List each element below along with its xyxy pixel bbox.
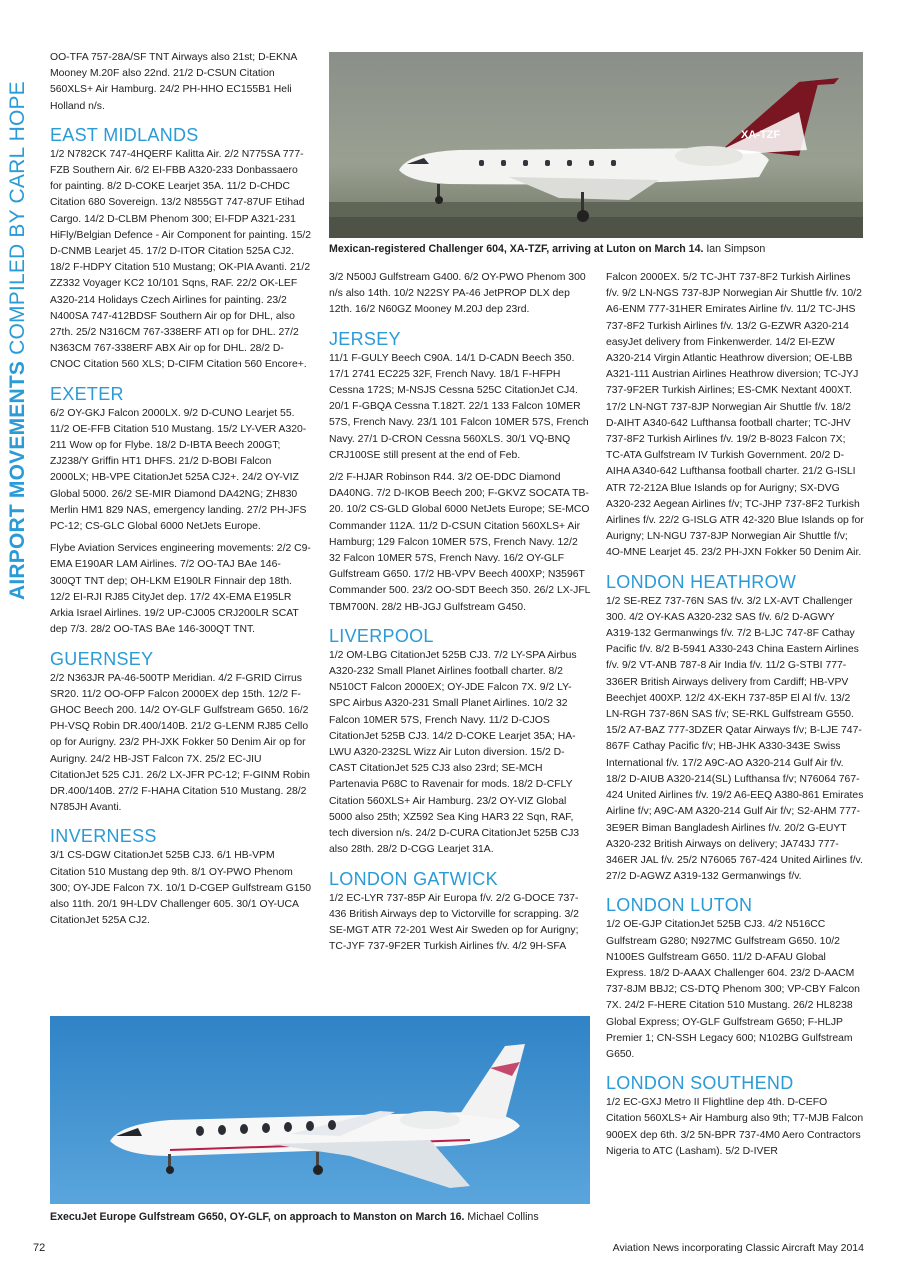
london-southend-text: 1/2 EC-GXJ Metro II Flightline dep 4th. D-CEFO Citation 560XLS+ Air Hamburg also 9th; T7-MJB Falcon 900EX dep 6th. 3/2 5N-BPR 737-4M0 Aero Contractors Nigeria to ATC (Lasham). 5/2 D-IVER — [606, 1097, 864, 1157]
exeter-text: 6/2 OY-GKJ Falcon 2000LX. 9/2 D-CUNO Learjet 55. 11/2 OE-FFB Citation 510 Mustang. 15/2 LY-VER A320-211 Wow op for Flybe. 18/2 D-IBTA Beech 200GT; ZJ238/Y Griffin HT1 DHFS. 21/2 D-BOBI Falcon 2000LX; HB-VPE CitationJet 525A CJ2+. 24/2 OY-VIZ Global 5000. 26/2 SE-MIR Diamond DA42NG; ZH830 Merlin HM1 829 NAS, emergency landing. 27/2 PH-JFS PC-12; CS-GLC Global 6000 NetJets Europe. — [50, 407, 307, 533]
heading-jersey: JERSEY — [329, 328, 401, 349]
heading-inverness: INVERNESS — [50, 826, 157, 847]
col1-intro: OO-TFA 757-28A/SF TNT Airways also 21st; D-EKNA Mooney M.20F also 22nd. 21/2 D-CSUN Citation 560XLS+ Air Hamburg. 24/2 PH-HHO EC155B1 Heli Holland n/s. — [50, 52, 297, 112]
london-gatwick-text: 1/2 EC-LYR 737-85P Air Europa f/v. 2/2 G-DOCE 737-436 British Airways dep to Victorville for scrapping. 3/2 SE-MGT ATR 72-201 West Air Sweden op for Aurigny; TC-JYF 737-9F2ER Turkish Airlines f/v. 4/2 9H-SFA — [329, 892, 579, 953]
heading-exeter: EXETER — [50, 383, 124, 404]
east-midlands-text: 1/2 N782CK 747-4HQERF Kalitta Air. 2/2 N775SA 777-FZB Southern Air. 6/2 EI-FBB A320-233 Donbassaero for painting. 8/2 D-COKE Learjet 35A. 11/2 D-CHDC Citation 680 Sovereign. 13/2 N855GT 747-87UF Etihad Cargo. 14/2 D-CLBM Phenom 300; EI-FDP A321-231 HiFly/Belgian Defence - Air Component for painting. 15/2 D-CNMB Learjet 45. 17/2 D-ITOR Citation 525A CJ2. 18/2 F-HDPY Citation 510 Mustang; OK-PIA Avanti. 21/2 ZZ332 Voyager KC2 10/101 Sqns, RAF. 22/2 OK-LEF A320-214 Holidays Czech Airlines for painting. 23/2 N400SA 747-412BDSF Southern Air op for DHL, also 27th. 25/2 N316CM 767-338ERF ATI op for DHL. 27/2 N363CM 767-338ERF ABX Air op for DHL. 28/2 D-CNOC Citation 560 XLS; D-CIFM Citation 560 Encore+. — [50, 148, 312, 371]
column-2 — [329, 270, 591, 961]
photo-challenger — [329, 52, 863, 238]
photo-gulfstream — [50, 1016, 590, 1204]
heading-east-midlands: EAST MIDLANDS — [50, 124, 199, 145]
svg-text:XA-TZF: XA-TZF — [741, 129, 781, 141]
column-3 — [606, 270, 864, 1166]
guernsey-text: 2/2 N363JR PA-46-500TP Meridian. 4/2 F-GRID Cirrus SR20. 11/2 OO-OFP Falcon 2000EX dep 15th. 12/2 F-GHOC Beech 200. 14/2 OY-GLF Gulfstream G650. 16/2 PH-VSQ Robin DR.400/140B. 21/2 G-LENM RJ85 Cello op for Aurigny. 23/2 PH-JXK Fokker 50 Denim Air op for Aurigny. 24/2 HB-JST Falcon 7X. 25/2 EC-JIU CitationJet 525 CJ1. 26/2 LX-JFR PC-12; F-GINM Robin DR.400/140B. 27/2 F-HAHA Citation 510 Mustang. 28/2 N785JH Avanti. — [50, 672, 310, 814]
heading-london-gatwick: LONDON GATWICK — [329, 868, 498, 889]
section-title-vertical: AIRPORT MOVEMENTS COMPILED BY CARL HOPE — [6, 81, 29, 600]
page-number: 72 — [33, 1242, 46, 1254]
jersey-text: 11/1 F-GULY Beech C90A. 14/1 D-CADN Beech 350. 17/1 2741 EC225 32F, French Navy. 18/1 F-HFPH Cessna 172S; M-NSJS Cessna 525C CitationJet CJ4. 20/1 F-GBQA Cessna T.182T. 22/1 133 Falcon 10MER 57S, French Navy. 23/1 101 Falcon 10MER 57S, French Navy. 27/1 D-CRON Cessna 560XLS. 30/1 VQ-BNQ CRJ100SE still present at the end of Feb. — [329, 352, 589, 461]
inverness-text: 3/1 CS-DGW CitationJet 525B CJ3. 6/1 HB-VPM Citation 510 Mustang dep 9th. 8/1 OY-PWO Phenom 300; OY-JDE Falcon 7X. 10/1 D-CGEP Gulfstream G150 also 11th. 20/1 9H-LDV Challenger 605. 30/1 OY-UCA CitationJet 525A CJ2. — [50, 850, 312, 927]
heading-guernsey: GUERNSEY — [50, 648, 154, 669]
exeter-text-2: Flybe Aviation Services engineering movements: 2/2 C9-EMA E190AR LAM Airlines. 7/2 OO-TAJ BAe 146-300QT TNT dep; OH-LKM E190LR Finnair dep 18th. 12/2 EI-RJI RJ85 CityJet dep. 17/2 4X-EMA E195LR Arkia Israel Airlines. 19/2 UP-CJ005 CRJ200LR SCAT dep 7/3. 28/2 OO-TAS BAe 146-300QT TNT. — [50, 543, 311, 636]
column-1 — [50, 50, 312, 935]
col2-intro: 3/2 N500J Gulfstream G400. 6/2 OY-PWO Phenom 300 n/s also 14th. 10/2 N22SY PA-46 JetPROP DLX dep 12th. 16/2 N60GZ Mooney M.20J dep 23rd. — [329, 272, 586, 316]
photo-challenger-caption: Mexican-registered Challenger 604, XA-TZF, arriving at Luton on March 14. Ian Simpson — [329, 243, 766, 255]
publication-footer: Aviation News incorporating Classic Aircraft May 2014 — [612, 1242, 864, 1254]
jersey-text-2: 2/2 F-HJAR Robinson R44. 3/2 OE-DDC Diamond DA40NG. 7/2 D-IKOB Beech 200; F-GKVZ SOCATA TB-20. 10/2 CS-GLD Global 6000 NetJets Europe; SE-MCO Commander 112A. 11/2 D-CSUN Citation 560XLS+ Air Hamburg; 129 Falcon 10MER 57S, French Navy. 12/2 32 Falcon 10MER 57S, French Navy. 16/2 OY-GLF Gulfstream G650. 17/2 HB-VPV Beech 400XP; N3596T Commander 500. 23/2 OO-SDT Beech 350. 26/2 LX-JFL TBM700N. 28/2 HB-JGJ Gulfstream G450. — [329, 472, 591, 613]
photo-gulfstream-caption: ExecuJet Europe Gulfstream G650, OY-GLF, on approach to Manston on March 16. Michael Collins — [50, 1211, 539, 1223]
heading-london-southend: LONDON SOUTHEND — [606, 1073, 794, 1094]
heading-london-luton: LONDON LUTON — [606, 895, 753, 916]
london-heathrow-text: 1/2 SE-REZ 737-76N SAS f/v. 3/2 LX-AVT Challenger 300. 4/2 OY-KAS A320-232 SAS f/v. 6/2 D-AGWY A319-132 Germanwings f/v. 7/2 B-LJC 747-8F Cathay Pacific f/v. 8/2 B-5941 A330-243 China Eastern Airlines f/v. 9/2 VT-ANB 787-8 Air India f/v. 11/2 G-STBI 777-336ER British Airways delivery from Cardiff; HB-VPV Beechjet 400XP. 12/2 4X-EKH 737-85P El Al f/v. 13/2 LN-RGH 737-86N SAS f/v; SE-RKL Gulfstream G550. 15/2 A7-BAZ 777-3DZER Qatar Airways f/v; B-LJE 747-867F Cathay Pacific f/v; HB-JHK A330-343E Swiss International f/v. 17/2 A9C-AO A320-214 Gulf Air f/v. 18/2 D-AIUB A320-214(SL) Lufthansa f/v; N76064 767-424 United Airlines f/v. 19/2 A6-EEQ A380-861 Emirates Airline f/v; A9C-AM A320-214 Gulf Air f/v; S2-AHM 777-3E9ER Biman Bangladesh Airlines f/v. 20/2 G-EUYT A320-232 British Airways on delivery; JA743J 777-346ER JAL f/v. 25/2 N76065 767-424 United Airlines f/v. 27/2 D-AGWZ A319-132 Germanwings f/v. — [606, 595, 864, 883]
col3-intro: Falcon 2000EX. 5/2 TC-JHT 737-8F2 Turkish Airlines f/v. 9/2 LN-NGS 737-8JP Norwegian Air Shuttle f/v. 10/2 A6-ENM 777-31HER Emirates Airline f/v. 11/2 TC-JHS 737-8F2 Turkish Airlines f/v. 13/2 G-EZWR A320-214 easyJet delivery from Finkenwerder. 14/2 EI-EZW A320-214 Virgin Atlantic Heathrow diversion; OE-LBB A321-111 Austrian Airlines Heathrow diversion; TC-JYJ 737-9F2ER Turkish Airlines; ES-CMK Nextant 400XT. 17/2 LN-NGT 737-8JP Norwegian Air Shuttle f/v. 18/2 D-AIHT A340-642 Lufthansa football charter; TC-JHV 737-8F2 Turkish Airlines f/v. 19/2 B-8023 Falcon 7X; TC-ATA Gulfstream IV Turkish Government. 20/2 D-AIHA A340-642 Lufthansa football charter. 21/2 G-ISLI ATR 72-212A Blue Islands op for Aurigny; SX-DVG A320-232 Aegean Airlines f/v; TC-JHP 737-8F2 Turkish Airlines f/v. 22/2 G-ISLG ATR 42-320 Blue Islands op for Aurigny; LN-NGU 737-8JP Norwegian Air Shuttle f/v; 4O-MNE Learjet 45. 23/2 PH-JXN Fokker 50 Denim Air. — [606, 272, 864, 559]
liverpool-text: 1/2 OM-LBG CitationJet 525B CJ3. 7/2 LY-SPA Airbus A320-232 Small Planet Airlines football charter. 8/2 N510CT Falcon 2000EX; OY-JDE Falcon 7X. 9/2 LY-SPC Airbus A320-231 Small Planet Airlines. 10/2 32 Falcon 10MER 57S, French Navy. 11/2 D-CJOS CitationJet 525B CJ3. 14/2 D-COKE Learjet 35A; HA-LWU A320-232SL Wizz Air Luton diversion. 15/2 D-CAST CitationJet 525 CJ3 also 23rd; SE-MCH Partenavia P68C to Ravenair for mods. 18/2 D-CFLY Citation 560XLS+ Air Hamburg. 23/2 OY-VIZ Global 5000 also 25th; XZ592 Sea King HAR3 22 Sqn, RAF, tech diversion n/s. 24/2 D-CURA CitationJet 525B CJ3 also 28th. 28/2 D-CGG Learjet 31A. — [329, 649, 580, 856]
heading-liverpool: LIVERPOOL — [329, 625, 434, 646]
london-luton-text: 1/2 OE-GJP CitationJet 525B CJ3. 4/2 N516CC Gulfstream G280; N927MC Gulfstream G650. 10/2 N100ES Gulfstream G650. 11/2 D-AFAU Global Express. 18/2 D-AAAX Challenger 604. 23/2 D-AACM 737-8JM BBJ2; CS-DTQ Phenom 300; VP-CBY Falcon 7X. 24/2 F-HERE Citation 510 Mustang. 26/2 HL8238 Global Express; OY-GLF Gulfstream G650; F-HLJP Premier 1; CN-SSH Legacy 600; N102BG Gulfstream G650. — [606, 919, 860, 1060]
heading-london-heathrow: LONDON HEATHROW — [606, 571, 797, 592]
